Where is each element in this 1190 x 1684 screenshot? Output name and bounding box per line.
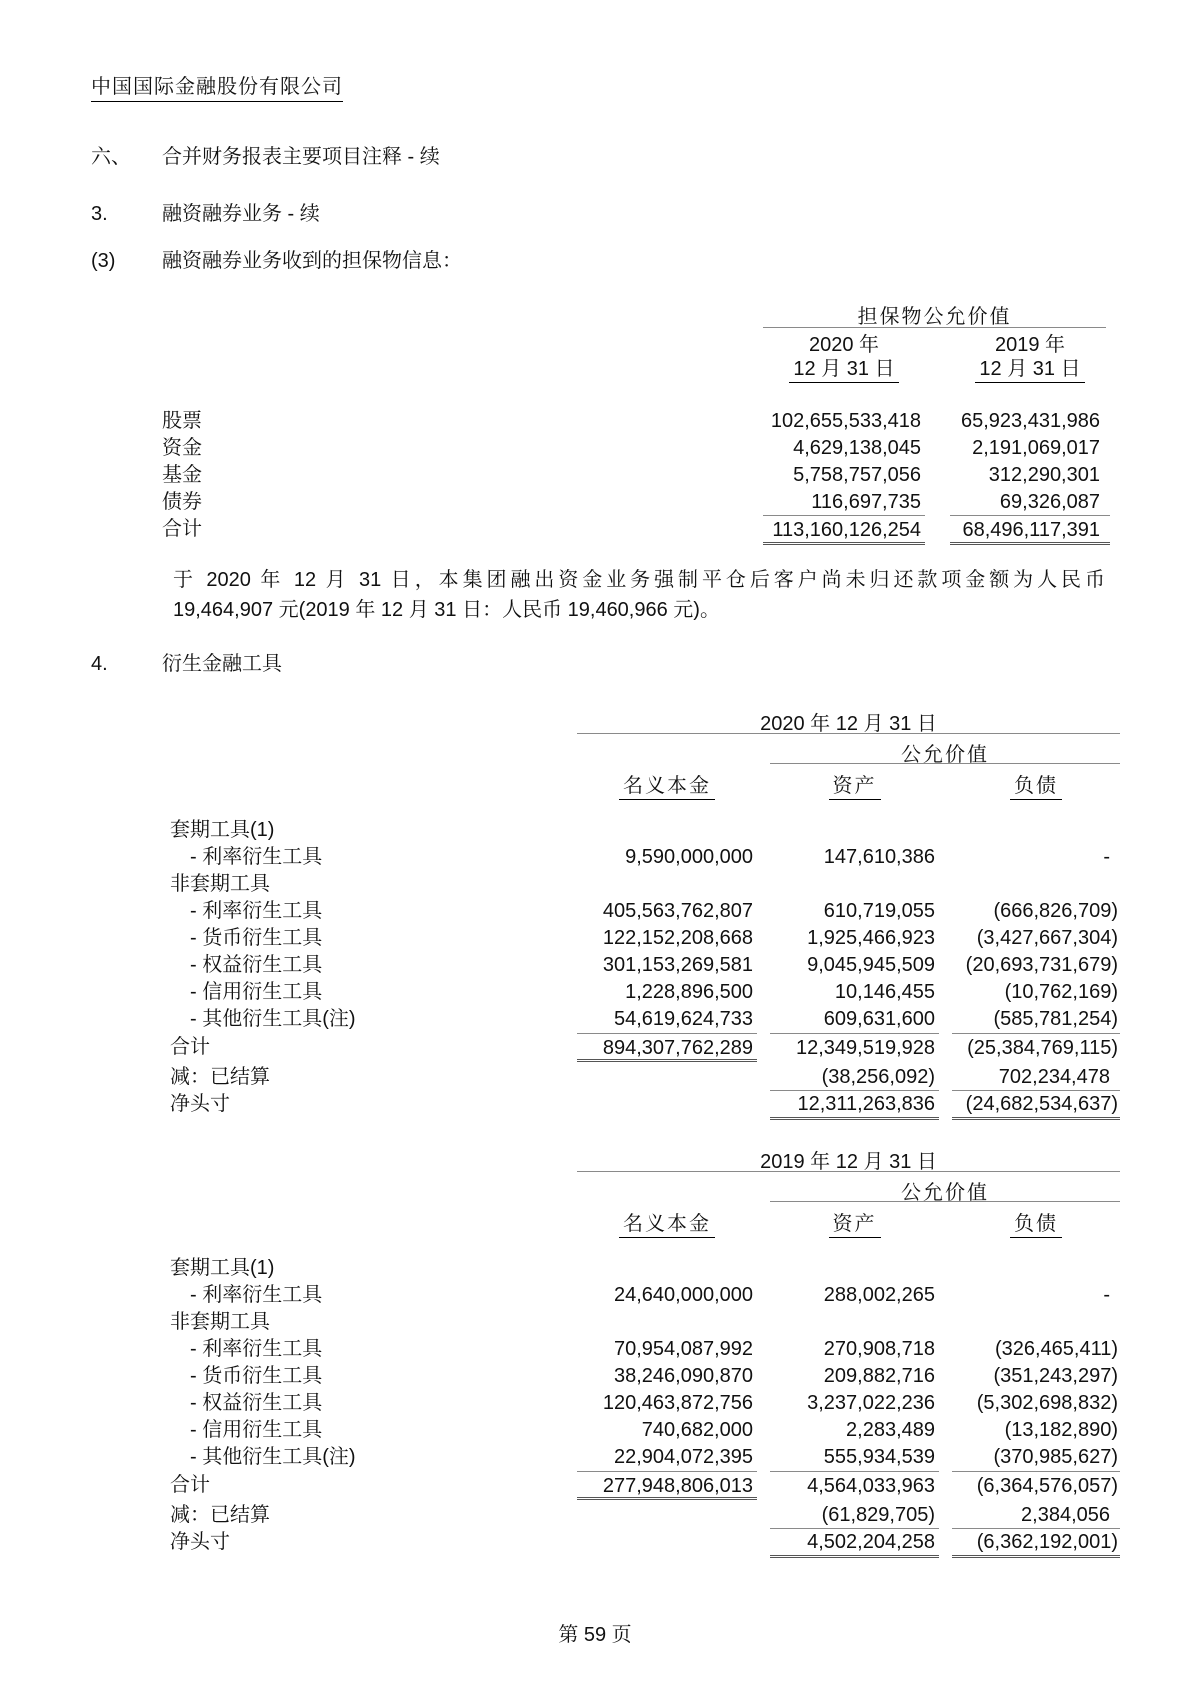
cell-notional: 24,640,000,000 [613, 1284, 753, 1306]
row-label: - 权益衍生工具 [190, 1392, 323, 1414]
cell-asset: (38,256,092) [770, 1064, 939, 1091]
date-header: 2020 年 12 月 31 日 [577, 707, 1120, 734]
row-label: - 其他衍生工具(注) [190, 1446, 356, 1468]
table-row [160, 952, 1120, 979]
collateral-group-header: 担保物公允价值 [763, 300, 1106, 328]
row-label: - 利率衍生工具 [190, 1284, 323, 1306]
column-header-liability: 负债 [952, 1207, 1120, 1238]
date-label: 12 月 31 日 [789, 357, 898, 383]
row-label: - 权益衍生工具 [190, 954, 323, 976]
cell-liability: - [1103, 846, 1110, 868]
item-number: 3. [91, 203, 108, 225]
subitem-number: (3) [91, 250, 116, 272]
table-net-row [160, 1091, 1120, 1120]
row-label: 合计 [170, 1036, 210, 1058]
table-group-row [160, 871, 1120, 898]
column-header-notional: 名义本金 [577, 769, 757, 800]
page-number: 第 59 页 [558, 1624, 632, 1646]
section-number: 六、 [91, 146, 131, 168]
table-row [160, 1006, 1120, 1033]
row-label: 资金 [162, 437, 202, 459]
row-label: 基金 [162, 464, 202, 486]
cell-asset: 288,002,265 [823, 1284, 935, 1306]
table-row [160, 489, 1110, 516]
table-row [160, 1417, 1120, 1444]
cell-liability: - [1103, 1284, 1110, 1306]
cell-liability: (666,826,709) [993, 900, 1118, 922]
table-row [160, 408, 1110, 435]
cell-notional: 120,463,872,756 [602, 1392, 753, 1414]
year-label: 2019 年 [994, 334, 1066, 356]
table-row [160, 1390, 1120, 1417]
table-settled-row [160, 1502, 1120, 1529]
table-total-row [160, 1471, 1120, 1500]
row-label: 套期工具(1) [170, 1257, 275, 1279]
cell-liability: (6,362,192,001) [952, 1529, 1120, 1558]
cell-2019: 65,923,431,986 [960, 410, 1100, 432]
row-label: 套期工具(1) [170, 819, 275, 841]
cell-notional: 301,153,269,581 [602, 954, 753, 976]
company-name: 中国国际金融股份有限公司 [91, 70, 343, 102]
cell-notional: 277,948,806,013 [577, 1471, 757, 1500]
table-settled-row [160, 1064, 1120, 1091]
cell-liability: (10,762,169) [1004, 981, 1118, 1003]
cell-liability: (585,781,254) [993, 1008, 1118, 1030]
cell-liability: (5,302,698,832) [976, 1392, 1118, 1414]
row-label: 非套期工具 [170, 873, 270, 895]
column-header-2019 [950, 333, 1110, 383]
cell-asset: 2,283,489 [846, 1419, 935, 1441]
cell-2019: 68,496,117,391 [950, 515, 1110, 545]
item-title: 融资融券业务 - 续 [162, 203, 320, 225]
table-total-row [160, 1033, 1120, 1062]
subitem-title: 融资融券业务收到的担保物信息： [162, 250, 462, 272]
row-label: 减：已结算 [170, 1504, 270, 1526]
row-label: - 信用衍生工具 [190, 1419, 323, 1441]
cell-liability: (326,465,411) [994, 1338, 1118, 1360]
derivatives-table-2020 [160, 707, 1120, 1127]
cell-liability: (20,693,731,679) [965, 954, 1118, 976]
row-label: - 货币衍生工具 [190, 927, 323, 949]
cell-liability: (6,364,576,057) [952, 1471, 1120, 1500]
table-row [160, 462, 1110, 489]
cell-2019: 2,191,069,017 [972, 437, 1100, 459]
cell-asset: 12,349,519,928 [770, 1033, 939, 1062]
table-row [160, 1444, 1120, 1471]
table-row [160, 1363, 1120, 1390]
date-label: 12 月 31 日 [975, 357, 1084, 383]
cell-notional: 122,152,208,668 [602, 927, 753, 949]
cell-asset: 610,719,055 [823, 900, 935, 922]
section-heading-6 [91, 140, 440, 169]
row-label: 非套期工具 [170, 1311, 270, 1333]
fair-value-header: 公允价值 [770, 738, 1120, 764]
column-header-notional: 名义本金 [577, 1207, 757, 1238]
table-total-row [160, 515, 1110, 545]
cell-asset: 3,237,022,236 [807, 1392, 935, 1414]
cell-asset: 270,908,718 [823, 1338, 935, 1360]
row-label: 减：已结算 [170, 1066, 270, 1088]
row-label: 股票 [162, 410, 202, 432]
cell-liability: (3,427,667,304) [976, 927, 1118, 949]
cell-2020: 5,758,757,056 [793, 464, 921, 486]
cell-asset: (61,829,705) [770, 1502, 939, 1529]
subitem-heading-3-3 [91, 244, 462, 273]
note-paragraph [173, 565, 1105, 625]
column-header-2020 [763, 333, 925, 383]
table-row [160, 925, 1120, 952]
cell-2020: 102,655,533,418 [770, 410, 921, 432]
table-row [160, 1282, 1120, 1309]
section-title: 合并财务报表主要项目注释 - 续 [162, 146, 440, 168]
item-title: 衍生金融工具 [162, 653, 282, 675]
cell-notional: 54,619,624,733 [613, 1008, 753, 1030]
fair-value-header: 公允价值 [770, 1176, 1120, 1202]
table-row [160, 898, 1120, 925]
column-header-liability: 负债 [952, 769, 1120, 800]
cell-liability: (24,682,534,637) [952, 1091, 1120, 1120]
cell-2019: 312,290,301 [988, 464, 1100, 486]
row-label: - 其他衍生工具(注) [190, 1008, 356, 1030]
cell-asset: 1,925,466,923 [807, 927, 935, 949]
row-label: 债券 [162, 491, 202, 513]
cell-liability: 702,234,478 [952, 1064, 1120, 1091]
cell-notional: 70,954,087,992 [613, 1338, 753, 1360]
cell-asset: 147,610,386 [823, 846, 935, 868]
cell-2019: 69,326,087 [999, 491, 1100, 513]
cell-asset: 555,934,539 [823, 1446, 935, 1468]
collateral-table [160, 300, 1110, 560]
row-label: - 货币衍生工具 [190, 1365, 323, 1387]
cell-notional: 894,307,762,289 [577, 1033, 757, 1062]
date-header: 2019 年 12 月 31 日 [577, 1145, 1120, 1172]
row-label: 合计 [162, 518, 202, 540]
cell-liability: (13,182,890) [1004, 1419, 1118, 1441]
item-heading-3 [91, 197, 320, 226]
cell-notional: 740,682,000 [641, 1419, 753, 1441]
cell-asset: 609,631,600 [823, 1008, 935, 1030]
year-label: 2020 年 [808, 334, 880, 356]
note-line-1: 于 2020 年 12 月 31 日，本集团融出资金业务强制平仓后客户尚未归还款项金额为人民币 [173, 569, 1105, 591]
cell-notional: 38,246,090,870 [613, 1365, 753, 1387]
cell-2020: 113,160,126,254 [763, 515, 925, 545]
derivatives-table-2019 [160, 1145, 1120, 1565]
cell-liability: (25,384,769,115) [952, 1033, 1120, 1062]
cell-liability: (351,243,297) [993, 1365, 1118, 1387]
row-label: 净头寸 [170, 1531, 230, 1553]
cell-notional: 405,563,762,807 [602, 900, 753, 922]
row-label: 合计 [170, 1474, 210, 1496]
table-net-row [160, 1529, 1120, 1558]
cell-asset: 9,045,945,509 [807, 954, 935, 976]
cell-2020: 116,697,735 [811, 491, 921, 513]
cell-liability: (370,985,627) [993, 1446, 1118, 1468]
cell-liability: 2,384,056 [952, 1502, 1120, 1529]
item-heading-4 [91, 647, 282, 676]
cell-asset: 10,146,455 [834, 981, 935, 1003]
note-line-2: 19,464,907 元(2019 年 12 月 31 日：人民币 19,460,966 元)。 [173, 599, 720, 621]
row-label: - 利率衍生工具 [190, 900, 323, 922]
cell-notional: 1,228,896,500 [625, 981, 753, 1003]
table-row [160, 1336, 1120, 1363]
row-label: - 利率衍生工具 [190, 1338, 323, 1360]
cell-asset: 4,564,033,963 [770, 1471, 939, 1500]
table-row [160, 844, 1120, 871]
cell-asset: 209,882,716 [823, 1365, 935, 1387]
column-header-asset: 资产 [770, 1207, 939, 1238]
cell-2020: 4,629,138,045 [793, 437, 921, 459]
cell-asset: 4,502,204,258 [770, 1529, 939, 1558]
row-label: 净头寸 [170, 1093, 230, 1115]
table-group-row [160, 1309, 1120, 1336]
cell-notional: 9,590,000,000 [625, 846, 753, 868]
table-row [160, 435, 1110, 462]
table-group-row [160, 1255, 1120, 1282]
item-number: 4. [91, 653, 108, 675]
table-group-row [160, 817, 1120, 844]
row-label: - 利率衍生工具 [190, 846, 323, 868]
cell-asset: 12,311,263,836 [770, 1091, 939, 1120]
table-row [160, 979, 1120, 1006]
row-label: - 信用衍生工具 [190, 981, 323, 1003]
column-header-asset: 资产 [770, 769, 939, 800]
cell-notional: 22,904,072,395 [613, 1446, 753, 1468]
